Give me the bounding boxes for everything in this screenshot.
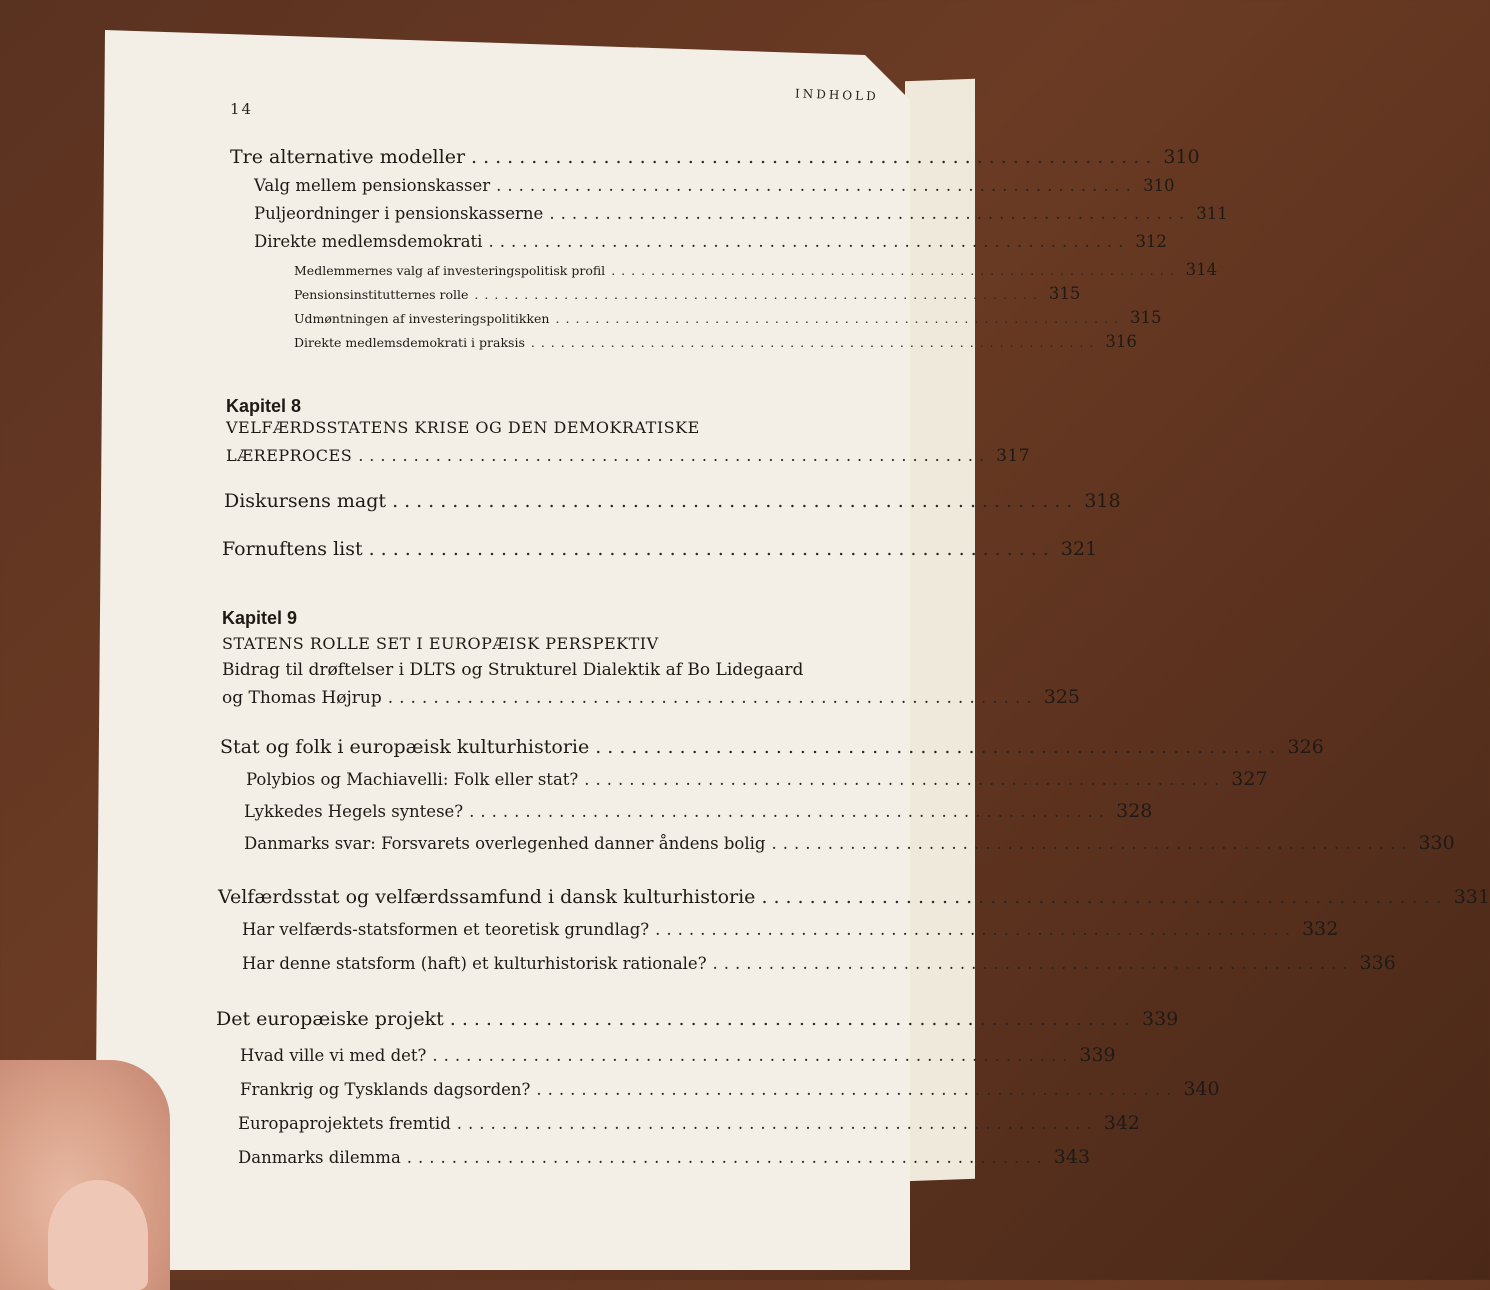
toc-entry-page: 310 [1163, 146, 1200, 168]
toc-entry-page: 314 [1185, 260, 1218, 279]
toc-entry-page: 316 [1105, 332, 1137, 351]
toc-entry-label: Velfærdsstat og velfærdssamfund i dansk kulturhistorie [218, 886, 756, 908]
chapter-title-cont: LÆREPROCES [226, 446, 353, 465]
toc-entry-page: 331 [1453, 886, 1490, 908]
toc-entry-label: Udmøntningen af investeringspolitikken [294, 311, 550, 326]
dot-leader: ......................................................... [474, 287, 1043, 302]
toc-entry-label: Det europæiske projekt [216, 1008, 444, 1030]
toc-entry-page: 339 [1079, 1044, 1116, 1066]
dot-leader: ......................................................... [471, 146, 1158, 168]
toc-entry-label: Danmarks svar: Forsvarets overlegenhed danner åndens bolig [244, 834, 766, 853]
toc-entry-label: Tre alternative modeller [230, 146, 466, 168]
toc-entry-page: 336 [1359, 952, 1396, 974]
toc-entry-label: Fornuftens list [222, 538, 363, 560]
running-head: INDHOLD [794, 86, 879, 104]
toc-entry [216, 1008, 1179, 1030]
toc-entry-label: Diskursens magt [224, 490, 387, 512]
toc-entry-label: Danmarks dilemma [238, 1148, 401, 1167]
chapter-heading: Kapitel 8 [226, 396, 302, 416]
thumbnail [48, 1180, 148, 1290]
toc-entry-page: 315 [1129, 308, 1162, 327]
dot-leader: ......................................................... [595, 736, 1282, 758]
toc-entry [238, 1146, 1091, 1168]
toc-entry-label: Lykkedes Hegels syntese? [244, 802, 464, 821]
toc-entry-label: Har velfærds-statsformen et teoretisk grundlag? [242, 920, 650, 939]
toc-entry-page: 311 [1196, 204, 1228, 223]
toc-entry [242, 918, 1339, 940]
toc-entry-page: 321 [1060, 538, 1098, 560]
toc-entry-label: Pensionsinstitutternes rolle [294, 287, 469, 302]
toc-entry-page: 327 [1231, 768, 1268, 790]
dot-leader: ......................................................... [611, 263, 1180, 278]
toc-entry-page: 326 [1287, 736, 1324, 758]
chapter-title: VELFÆRDSSTATENS KRISE OG DEN DEMOKRATISKE [226, 418, 700, 437]
toc-entry [244, 832, 1455, 854]
dot-leader: ......................................................... [432, 1046, 1074, 1065]
dot-leader: ......................................................... [761, 886, 1448, 908]
toc-entry-label: Direkte medlemsdemokrati [254, 232, 483, 251]
chapter-subtitle: Bidrag til drøftelser i DLTS og Strukturel Dialektik af Bo Lidegaard [222, 660, 804, 680]
toc-entry-page: 318 [1084, 490, 1121, 512]
toc-entry-page: 332 [1302, 918, 1339, 940]
toc-entry [294, 260, 1218, 279]
toc-entry [226, 446, 1031, 466]
dot-leader: ......................................................... [406, 1148, 1048, 1167]
toc-entry [294, 332, 1137, 351]
toc-entry-label: Frankrig og Tysklands dagsorden? [240, 1080, 531, 1099]
toc-entry-label: Puljeordninger i pensionskasserne [254, 204, 544, 223]
chapter-heading: Kapitel 9 [222, 608, 298, 628]
toc-entry-label: Stat og folk i europæisk kulturhistorie [220, 736, 590, 758]
dot-leader: ......................................................... [549, 204, 1191, 223]
dot-leader: ......................................................... [456, 1114, 1098, 1133]
dot-leader: ......................................................... [392, 490, 1079, 512]
toc-entry-label: Polybios og Machiavelli: Folk eller stat? [246, 770, 579, 789]
toc-entry [218, 886, 1490, 908]
toc-entry [240, 1044, 1116, 1066]
toc-entry-label: Medlemmernes valg af investeringspolitisk profil [294, 263, 606, 278]
toc-entry-page: 315 [1048, 284, 1081, 303]
toc-entry [238, 1112, 1141, 1134]
toc-entry [222, 538, 1098, 560]
dot-leader: ......................................................... [488, 232, 1130, 251]
dot-leader: ......................................................... [358, 446, 991, 465]
toc-entry [230, 146, 1200, 168]
dot-leader: ......................................................... [712, 954, 1354, 973]
dot-leader: ......................................................... [368, 538, 1055, 560]
toc-entry [246, 768, 1268, 790]
toc-entry-page: 310 [1143, 176, 1175, 195]
dot-leader: ......................................................... [536, 1080, 1178, 1099]
dot-leader: ......................................................... [387, 688, 1038, 708]
toc-entry-page: 317 [996, 446, 1031, 466]
toc-entry-label: Har denne statsform (haft) et kulturhistorisk rationale? [242, 954, 707, 973]
toc-entry-page: 328 [1116, 800, 1153, 822]
toc-entry [294, 308, 1162, 327]
toc-entry-page: 339 [1142, 1008, 1179, 1030]
toc-entry-page: 343 [1053, 1146, 1091, 1168]
toc-entry-page: 342 [1103, 1112, 1141, 1134]
dot-leader: ......................................................... [655, 920, 1297, 939]
toc-entry-page: 340 [1183, 1078, 1220, 1100]
dot-leader: ......................................................... [555, 311, 1124, 326]
toc-entry [220, 736, 1324, 758]
toc-entry-label: Europaprojektets fremtid [238, 1114, 451, 1133]
toc-entry [224, 490, 1121, 512]
toc-entry [244, 800, 1153, 822]
dot-leader: ......................................................... [496, 176, 1138, 195]
toc-entry [254, 232, 1167, 251]
toc-entry-label: Valg mellem pensionskasser [254, 176, 491, 195]
toc-entry [222, 686, 1081, 708]
toc-entry-page: 325 [1043, 686, 1081, 708]
toc-entry [294, 284, 1081, 303]
toc-entry-page: 330 [1418, 832, 1455, 854]
toc-entry-label: Hvad ville vi med det? [240, 1046, 427, 1065]
toc-entry-label: Direkte medlemsdemokrati i praksis [294, 335, 525, 350]
chapter-title: STATENS ROLLE SET I EUROPÆISK PERSPEKTIV [222, 634, 659, 653]
chapter-subtitle-cont: og Thomas Højrup [222, 688, 382, 708]
toc-entry-page: 312 [1135, 232, 1167, 251]
toc-entry [254, 176, 1175, 195]
dot-leader: ......................................................... [530, 335, 1100, 350]
toc-entry [240, 1078, 1220, 1100]
dot-leader: ......................................................... [584, 770, 1226, 789]
dot-leader: ......................................................... [771, 834, 1413, 853]
page-number: 14 [230, 100, 254, 118]
toc-entry [242, 952, 1396, 974]
toc-entry [254, 204, 1228, 223]
dot-leader: ......................................................... [449, 1008, 1137, 1030]
dot-leader: ......................................................... [469, 802, 1111, 821]
